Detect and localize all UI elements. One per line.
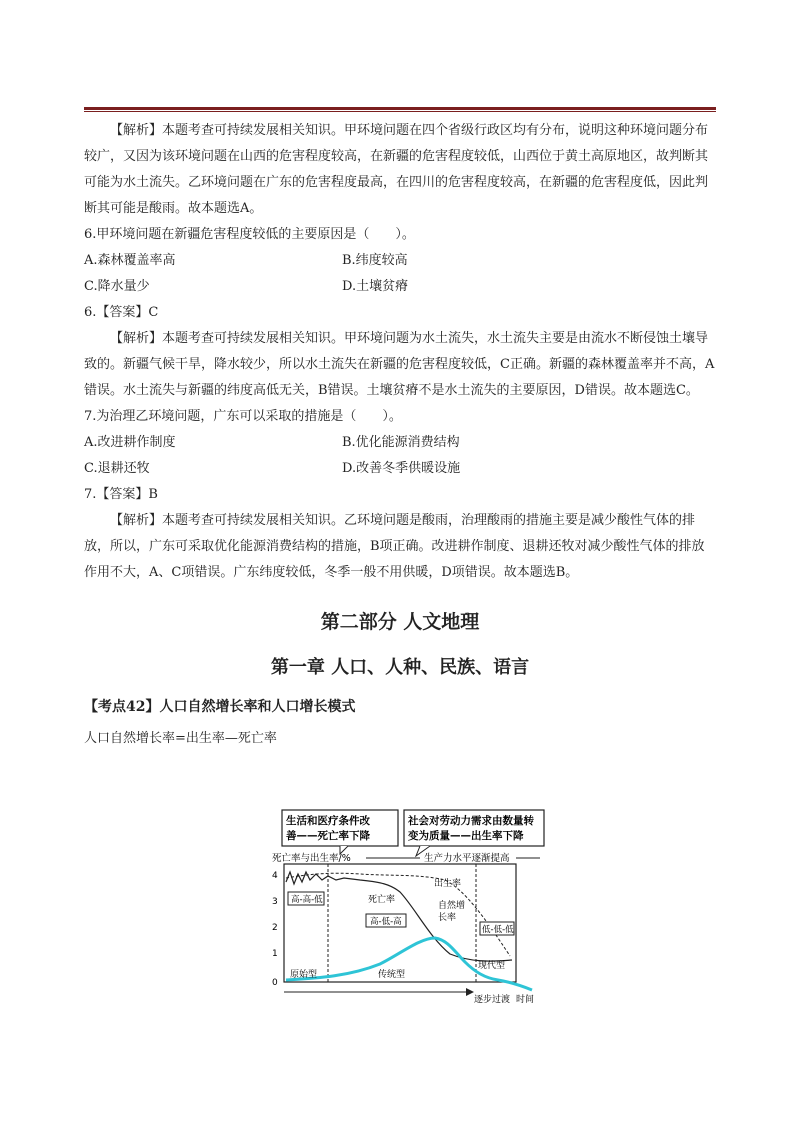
y-tick-1: 1	[272, 949, 278, 959]
y-tick-4: 4	[272, 871, 278, 881]
kaodian-heading: 【考点42】人口自然增长率和人口增长模式	[84, 699, 356, 715]
box-primitive-text: 高-高-低	[291, 895, 323, 905]
y-tick-0: 0	[272, 978, 278, 988]
q7-option-a: A.改进耕作制度	[84, 435, 176, 450]
header-rule	[84, 107, 716, 110]
callout-right-line1: 社会对劳动力需求由数量转	[408, 815, 534, 827]
q6-answer: 6.【答案】C	[84, 305, 159, 320]
q5-analysis: 【解析】本题考查可持续发展相关知识。甲环境问题在四个省级行政区均有分布，说明这种环境问题分布较广，又因为该环境问题在山西的危害程度较高，在新疆的危害程度较低，山西位于黄土高原地区，故判断其可能为水土流失。乙环境问题在广东的危害程度最高，在四川的危害程度较高，在新疆的危害程度低，因此判断其可能是酸雨。故本题选A。	[84, 123, 709, 216]
q7-options-row2	[84, 456, 716, 482]
header-rule-thin	[84, 111, 716, 112]
stage-primitive: 原始型	[290, 970, 318, 980]
top-arrow-label: 生产力水平逐渐提高	[424, 853, 510, 864]
population-growth-diagram	[270, 808, 546, 1004]
box-traditional-text: 高-低-高	[370, 917, 402, 927]
q6-option-d: D.土壤贫瘠	[342, 279, 409, 294]
callout-left-line2: 善——死亡率下降	[286, 830, 370, 842]
diagram-svg	[270, 808, 546, 1004]
q6-option-c: C.降水量少	[84, 279, 150, 294]
q7-option-c: C.退耕还牧	[84, 461, 150, 476]
part-title: 第二部分 人文地理	[320, 611, 480, 633]
x-time-label: 时间	[516, 995, 535, 1004]
q7-option-d: D.改善冬季供暖设施	[342, 461, 461, 476]
q7-stem: 7.为治理乙环境问题，广东可以采取的措施是（ ）。	[84, 409, 402, 424]
natural-growth-label-1: 自然增	[438, 901, 466, 911]
bottom-arrow-head	[466, 988, 474, 996]
q6-option-b: B.纬度较高	[342, 253, 408, 268]
q6-stem: 6.甲环境问题在新疆危害程度较低的主要原因是（ ）。	[84, 227, 415, 242]
q7-options-row1	[84, 430, 716, 456]
q6-options-row1	[84, 248, 716, 274]
q6-options-row2	[84, 274, 716, 300]
callout-left-line1: 生活和医疗条件改	[286, 815, 370, 827]
q7-option-b: B.优化能源消费结构	[342, 435, 460, 450]
stage-traditional: 传统型	[378, 970, 406, 980]
x-transition-label: 逐步过渡	[474, 995, 511, 1004]
stage-modern: 现代型	[478, 961, 506, 971]
birth-rate-label: 出生率	[434, 879, 462, 889]
box-modern-text: 低-低-低	[482, 925, 514, 935]
callout-right-line2: 变为质量——出生率下降	[408, 830, 524, 842]
natural-growth-label-2: 长率	[438, 913, 457, 923]
death-rate-label: 死亡率	[368, 895, 396, 905]
y-tick-3: 3	[272, 897, 278, 907]
formula-text: 人口自然增长率=出生率—死亡率	[84, 731, 277, 746]
q6-analysis: 【解析】本题考查可持续发展相关知识。甲环境问题为水土流失，水土流失主要是由流水不断侵蚀土壤导致的。新疆气候干旱，降水较少，所以水土流失在新疆的危害程度较低，C正确。新疆的森林覆盖率并不高，A错误。水土流失与新疆的纬度高低无关，B错误。土壤贫瘠不是水土流失的主要原因，D错误。故本题选C。	[84, 331, 715, 398]
chapter-title: 第一章 人口、人种、民族、语言	[270, 657, 530, 678]
y-axis-label: 死亡率与出生率/%	[272, 853, 351, 864]
q7-analysis: 【解析】本题考查可持续发展相关知识。乙环境问题是酸雨，治理酸雨的措施主要是减少酸性气体的排放，所以，广东可采取优化能源消费结构的措施，B项正确。改进耕作制度、退耕还牧对减少酸性气体的排放作用不大，A、C项错误。广东纬度较低，冬季一般不用供暖，D项错误。故本题选B。	[84, 513, 705, 580]
q6-option-a: A.森林覆盖率高	[84, 253, 176, 268]
q7-answer: 7.【答案】B	[84, 487, 158, 502]
y-tick-2: 2	[272, 923, 278, 933]
page-content	[84, 118, 716, 752]
